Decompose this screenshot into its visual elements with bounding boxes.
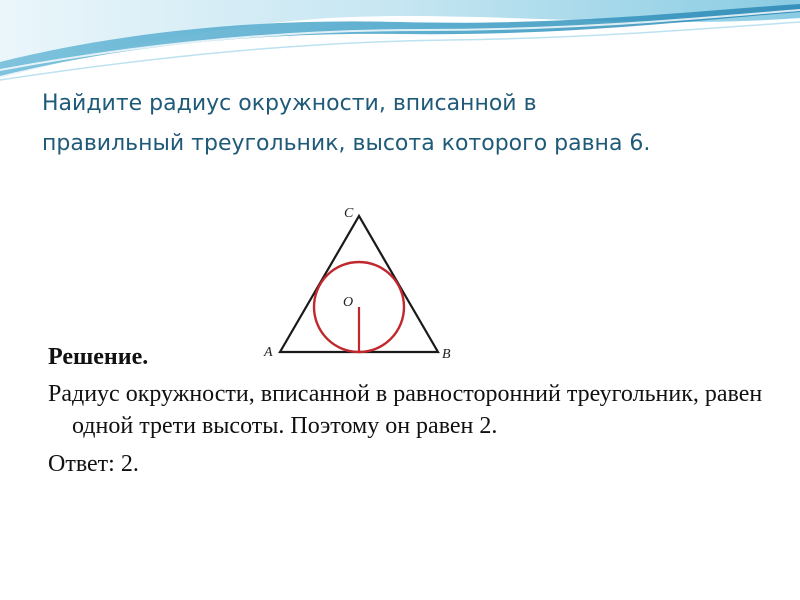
solution-heading: Решение. [48, 344, 149, 370]
header-wave-decoration [0, 0, 800, 95]
solution-text: Радиус окружности, вписанной в равносторонний треугольник, равен одной трети высоты. Поэтому он равен 2. [48, 381, 763, 439]
problem-title [42, 84, 782, 164]
problem-title-line-1: Найдите радиус окружности, вписанной в [42, 91, 537, 116]
vertex-a-label: A [264, 345, 273, 360]
problem-title-line-2: правильный треугольник, высота которого равна 6. [42, 131, 651, 156]
solution-block [48, 342, 768, 480]
center-o-label: O [343, 295, 354, 310]
answer-text: Ответ: 2. [48, 451, 139, 477]
vertex-b-label: B [442, 347, 451, 362]
vertex-c-label: C [344, 206, 354, 221]
triangle-figure [258, 196, 464, 364]
